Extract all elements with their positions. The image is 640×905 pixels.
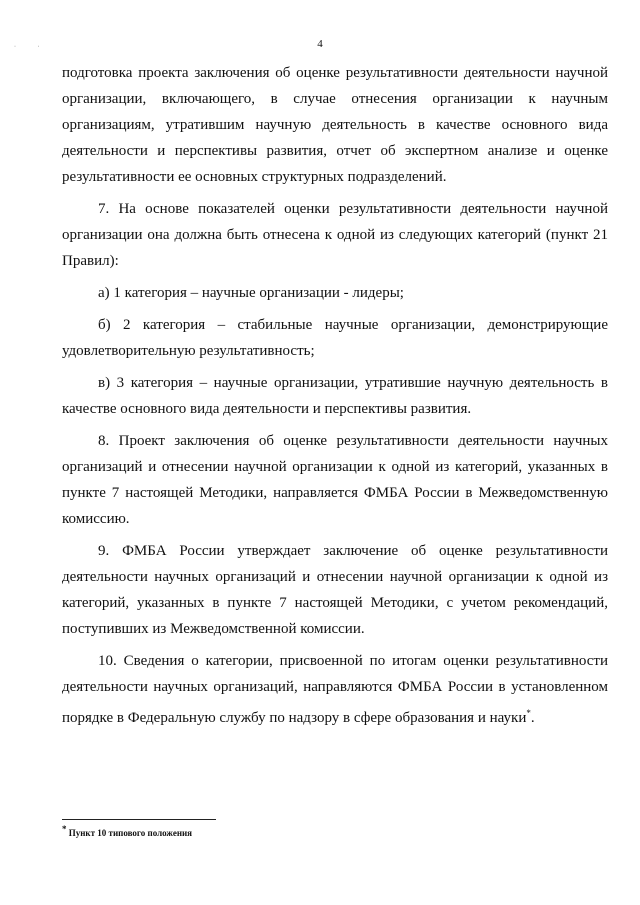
footnote-mark: * xyxy=(62,824,67,834)
document-body xyxy=(62,60,608,737)
list-item-category-2: б) 2 категория – стабильные научные организации, демонстрирующие удовлетворительную результативность; xyxy=(62,317,608,359)
footnote-reference: * xyxy=(526,708,531,718)
list-item-category-3: в) 3 категория – научные организации, утратившие научную деятельность в качестве основного вида деятельности и перспективы развития. xyxy=(62,375,608,417)
list-item-category-1: а) 1 категория – научные организации - лидеры; xyxy=(98,285,404,301)
paragraph-10-text: 10. Сведения о категории, присвоенной по итогам оценки результативности деятельности научных организаций, направляются ФМБА России в установленном порядке в Федеральную службу по надзору в сфере образования и науки xyxy=(62,653,608,726)
footnote-divider xyxy=(62,819,216,820)
paragraph-8: 8. Проект заключения об оценке результативности деятельности научных организаций и отнесении научной организации к одной из категорий, указанных в пункте 7 настоящей Методики, направляется ФМБА России в Межведомственную комиссию. xyxy=(62,433,608,527)
paragraph-10-end: . xyxy=(530,710,535,726)
paragraph-10 xyxy=(62,648,608,731)
footnote-text: Пункт 10 типового положения xyxy=(66,828,193,838)
page-number: 4 xyxy=(317,38,323,50)
paragraph-7: 7. На основе показателей оценки результативности деятельности научной организации она должна быть отнесена к одной из следующих категорий (пункт 21 Правил): xyxy=(62,201,608,269)
paragraph-9: 9. ФМБА России утверждает заключение об оценке результативности деятельности научных организаций и отнесении научной организации к одной из категорий, указанных в пункте 7 настоящей Методики, с учетом рекомендаций, поступивших из Межведомственной комиссии. xyxy=(62,543,608,637)
scan-marks: · · xyxy=(14,44,50,50)
footnote xyxy=(62,824,192,838)
paragraph-continuation: подготовка проекта заключения об оценке результативности деятельности научной организации, включающего, в случае отнесения организации к научным организациям, утратившим научную деятельность в качестве основного вида деятельности и перспективы развития, отчет об экспертном анализе и оценке результативности ее основных структурных подразделений. xyxy=(62,65,608,185)
